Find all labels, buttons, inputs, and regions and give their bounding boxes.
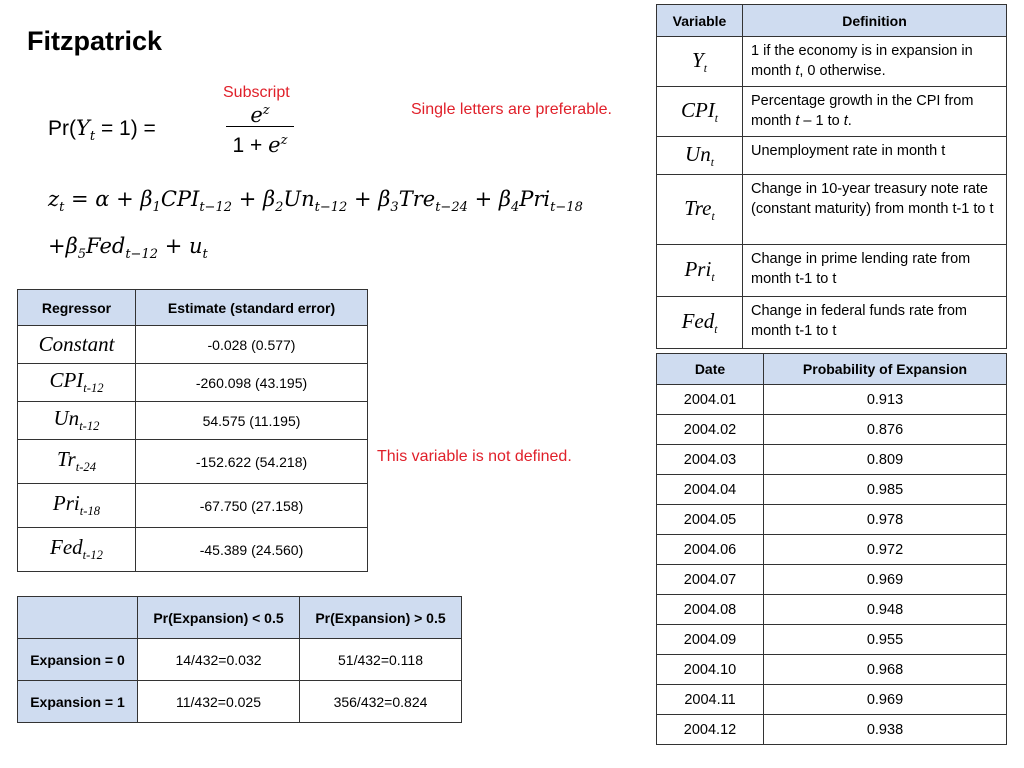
note-single-letters: Single letters are preferable.	[411, 101, 612, 118]
regressor-estimate: -45.389 (24.560)	[136, 528, 368, 572]
variable-var: Fed	[681, 308, 715, 333]
table-row	[18, 326, 368, 364]
table-row	[657, 415, 1007, 445]
probability-table	[656, 353, 1007, 745]
regressor-estimate: -0.028 (0.577)	[136, 326, 368, 364]
variable-var: Y	[692, 47, 704, 72]
probability-cell: 0.972	[764, 535, 1007, 565]
regressor-lag: t-12	[83, 381, 104, 396]
regressor-lag: t-12	[79, 419, 100, 434]
date-cell: 2004.03	[657, 445, 764, 475]
equation-term: t−12	[125, 247, 159, 263]
date-cell: 2004.12	[657, 715, 764, 745]
regressor-var: Tr	[57, 447, 76, 472]
regressor-var: CPI	[49, 368, 84, 393]
probability-cell: 0.948	[764, 595, 1007, 625]
definition-text: t	[795, 63, 800, 79]
definition-text: Percentage growth in the CPI from month	[751, 93, 974, 129]
variable-var: Pri	[684, 256, 712, 281]
fraction-denominator	[226, 127, 294, 155]
equation-term: Pri	[519, 187, 551, 211]
table-row	[18, 528, 368, 572]
equation-term: Un	[283, 187, 315, 211]
cell-prob-above: 356/432=0.824	[300, 681, 462, 723]
regressor-estimate: -152.622 (54.218)	[136, 440, 368, 484]
regressor-var: Fed	[50, 535, 83, 560]
date-cell: 2004.05	[657, 505, 764, 535]
probability-cell: 0.985	[764, 475, 1007, 505]
classification-table	[17, 596, 462, 723]
regressor-name	[18, 528, 136, 572]
table-row	[657, 595, 1007, 625]
date-cell: 2004.10	[657, 655, 764, 685]
probability-cell: 0.968	[764, 655, 1007, 685]
definition-text: Unemployment rate in month t	[751, 143, 946, 159]
equation-term: 3	[390, 200, 399, 216]
regressor-name	[18, 484, 136, 528]
probability-cell: 0.938	[764, 715, 1007, 745]
table-row	[657, 535, 1007, 565]
equation-term: t−18	[550, 200, 583, 216]
equation-term: + β	[347, 187, 391, 211]
equation-term: t	[59, 200, 65, 216]
header-variable: Variable	[657, 5, 743, 37]
variable-sub: t	[714, 324, 718, 337]
lhs-suffix: = 1) =	[95, 117, 156, 140]
row-label: Expansion = 0	[18, 639, 138, 681]
lhs-sub: t	[89, 129, 96, 145]
variable-var: CPI	[680, 97, 715, 122]
date-cell: 2004.06	[657, 535, 764, 565]
equation-lhs	[48, 116, 156, 144]
equation-term: 1	[152, 200, 161, 216]
variable-symbol	[657, 245, 743, 297]
table-row	[657, 715, 1007, 745]
variable-sub: t	[703, 63, 707, 76]
lhs-prefix: Pr(	[48, 117, 76, 140]
lhs-var: Y	[76, 116, 90, 140]
definition-text: .	[847, 113, 852, 129]
regressor-estimate: 54.575 (11.195)	[136, 402, 368, 440]
header-prob-below: Pr(Expansion) < 0.5	[138, 597, 300, 639]
variable-var: Un	[685, 141, 711, 166]
probability-cell: 0.876	[764, 415, 1007, 445]
date-cell: 2004.07	[657, 565, 764, 595]
variable-definition	[743, 37, 1007, 87]
variable-var: Tre	[684, 195, 712, 220]
num-sup: z	[262, 103, 270, 118]
slide-title: Fitzpatrick	[27, 26, 163, 56]
header-date: Date	[657, 354, 764, 385]
date-cell: 2004.11	[657, 685, 764, 715]
header-estimate: Estimate (standard error)	[136, 290, 368, 326]
date-cell: 2004.02	[657, 415, 764, 445]
variable-symbol	[657, 37, 743, 87]
regressor-lag: t-24	[75, 460, 96, 475]
definition-text: – 1 to	[799, 113, 844, 129]
note-subscript: Subscript	[223, 84, 290, 101]
regressor-estimate: -67.750 (27.158)	[136, 484, 368, 528]
date-cell: 2004.09	[657, 625, 764, 655]
header-prob-above: Pr(Expansion) > 0.5	[300, 597, 462, 639]
note-not-defined: This variable is not defined.	[377, 448, 572, 465]
variable-symbol	[657, 175, 743, 245]
cell-prob-above: 51/432=0.118	[300, 639, 462, 681]
index-equation	[48, 180, 583, 274]
regressor-name	[18, 364, 136, 402]
equation-term: = α + β	[64, 187, 153, 211]
header-definition: Definition	[743, 5, 1007, 37]
table-row	[657, 625, 1007, 655]
variable-definition	[743, 175, 1007, 245]
equation-term: t	[202, 247, 208, 263]
table-row	[18, 639, 462, 681]
definition-text: Change in federal funds rate from month t-1 to t	[751, 303, 968, 339]
equation-term: 5	[77, 247, 87, 263]
table-row	[18, 484, 368, 528]
regressor-lag: t-12	[82, 548, 103, 563]
equation-term: t−12	[199, 200, 233, 216]
header-probability: Probability of Expansion	[764, 354, 1007, 385]
row-label: Expansion = 1	[18, 681, 138, 723]
definition-text: 1 if the economy is in expansion in month	[751, 43, 973, 79]
variable-symbol	[657, 87, 743, 137]
equation-term: Fed	[86, 234, 126, 259]
table-row	[657, 445, 1007, 475]
table-row	[657, 385, 1007, 415]
regressor-var: Constant	[38, 332, 115, 356]
probability-cell: 0.913	[764, 385, 1007, 415]
table-row	[657, 87, 1007, 137]
date-cell: 2004.04	[657, 475, 764, 505]
equation-term: CPI	[160, 187, 200, 211]
probability-cell: 0.809	[764, 445, 1007, 475]
equation-term: + u	[158, 234, 203, 259]
definition-text: t	[795, 113, 800, 129]
table-row	[18, 364, 368, 402]
date-cell: 2004.01	[657, 385, 764, 415]
table-row	[657, 505, 1007, 535]
equation-term: + β	[232, 187, 276, 211]
num-base: e	[250, 103, 263, 127]
regressor-var: Pri	[52, 491, 80, 516]
definition-text: , 0 otherwise.	[799, 63, 886, 79]
index-equation-line2	[48, 227, 583, 274]
regressor-name	[18, 402, 136, 440]
den-base: e	[268, 133, 281, 157]
regressor-lag: t-18	[79, 504, 101, 519]
variable-definition	[743, 87, 1007, 137]
index-equation-line1	[48, 180, 583, 227]
table-row	[657, 137, 1007, 175]
equation-term: + β	[467, 187, 511, 211]
equation-term: Tre	[398, 187, 436, 211]
definition-text: Change in prime lending rate from month t-1 to t	[751, 251, 971, 287]
table-row	[657, 565, 1007, 595]
fraction-numerator	[226, 96, 294, 126]
equation-term: 4	[510, 200, 520, 216]
regressor-name	[18, 440, 136, 484]
equation-term: t−24	[435, 200, 468, 216]
variable-symbol	[657, 137, 743, 175]
variable-definition	[743, 297, 1007, 349]
variable-definition	[743, 137, 1007, 175]
table-row	[657, 297, 1007, 349]
probability-cell: 0.969	[764, 565, 1007, 595]
cell-prob-below: 14/432=0.032	[138, 639, 300, 681]
variable-sub: t	[710, 157, 714, 170]
regressor-var: Un	[53, 406, 80, 431]
probability-cell: 0.969	[764, 685, 1007, 715]
equation-term: 2	[275, 200, 284, 216]
den-sup: z	[280, 133, 288, 148]
variable-definitions-table	[656, 4, 1007, 349]
table-row	[18, 440, 368, 484]
equation-fraction	[226, 96, 294, 155]
cell-prob-below: 11/432=0.025	[138, 681, 300, 723]
probability-cell: 0.955	[764, 625, 1007, 655]
header-blank	[18, 597, 138, 639]
regressor-estimate: -260.098 (43.195)	[136, 364, 368, 402]
table-row	[657, 37, 1007, 87]
table-row	[657, 475, 1007, 505]
equation-term: t−12	[314, 200, 348, 216]
header-regressor: Regressor	[18, 290, 136, 326]
variable-sub: t	[711, 211, 715, 224]
table-row	[18, 681, 462, 723]
table-row	[657, 685, 1007, 715]
equation-term: +β	[48, 234, 78, 259]
table-row	[657, 655, 1007, 685]
table-row	[18, 402, 368, 440]
variable-sub: t	[711, 272, 715, 285]
den-text: 1 +	[232, 134, 269, 157]
definition-text: Change in 10-year treasury note rate (constant maturity) from month t-1 to t	[751, 181, 994, 217]
table-row	[657, 175, 1007, 245]
date-cell: 2004.08	[657, 595, 764, 625]
table-row	[657, 245, 1007, 297]
regression-table	[17, 289, 368, 572]
regressor-name	[18, 326, 136, 364]
probability-cell: 0.978	[764, 505, 1007, 535]
variable-symbol	[657, 297, 743, 349]
variable-definition	[743, 245, 1007, 297]
equation-term: z	[48, 187, 60, 211]
variable-sub: t	[714, 113, 719, 126]
definition-text: t	[843, 113, 848, 129]
